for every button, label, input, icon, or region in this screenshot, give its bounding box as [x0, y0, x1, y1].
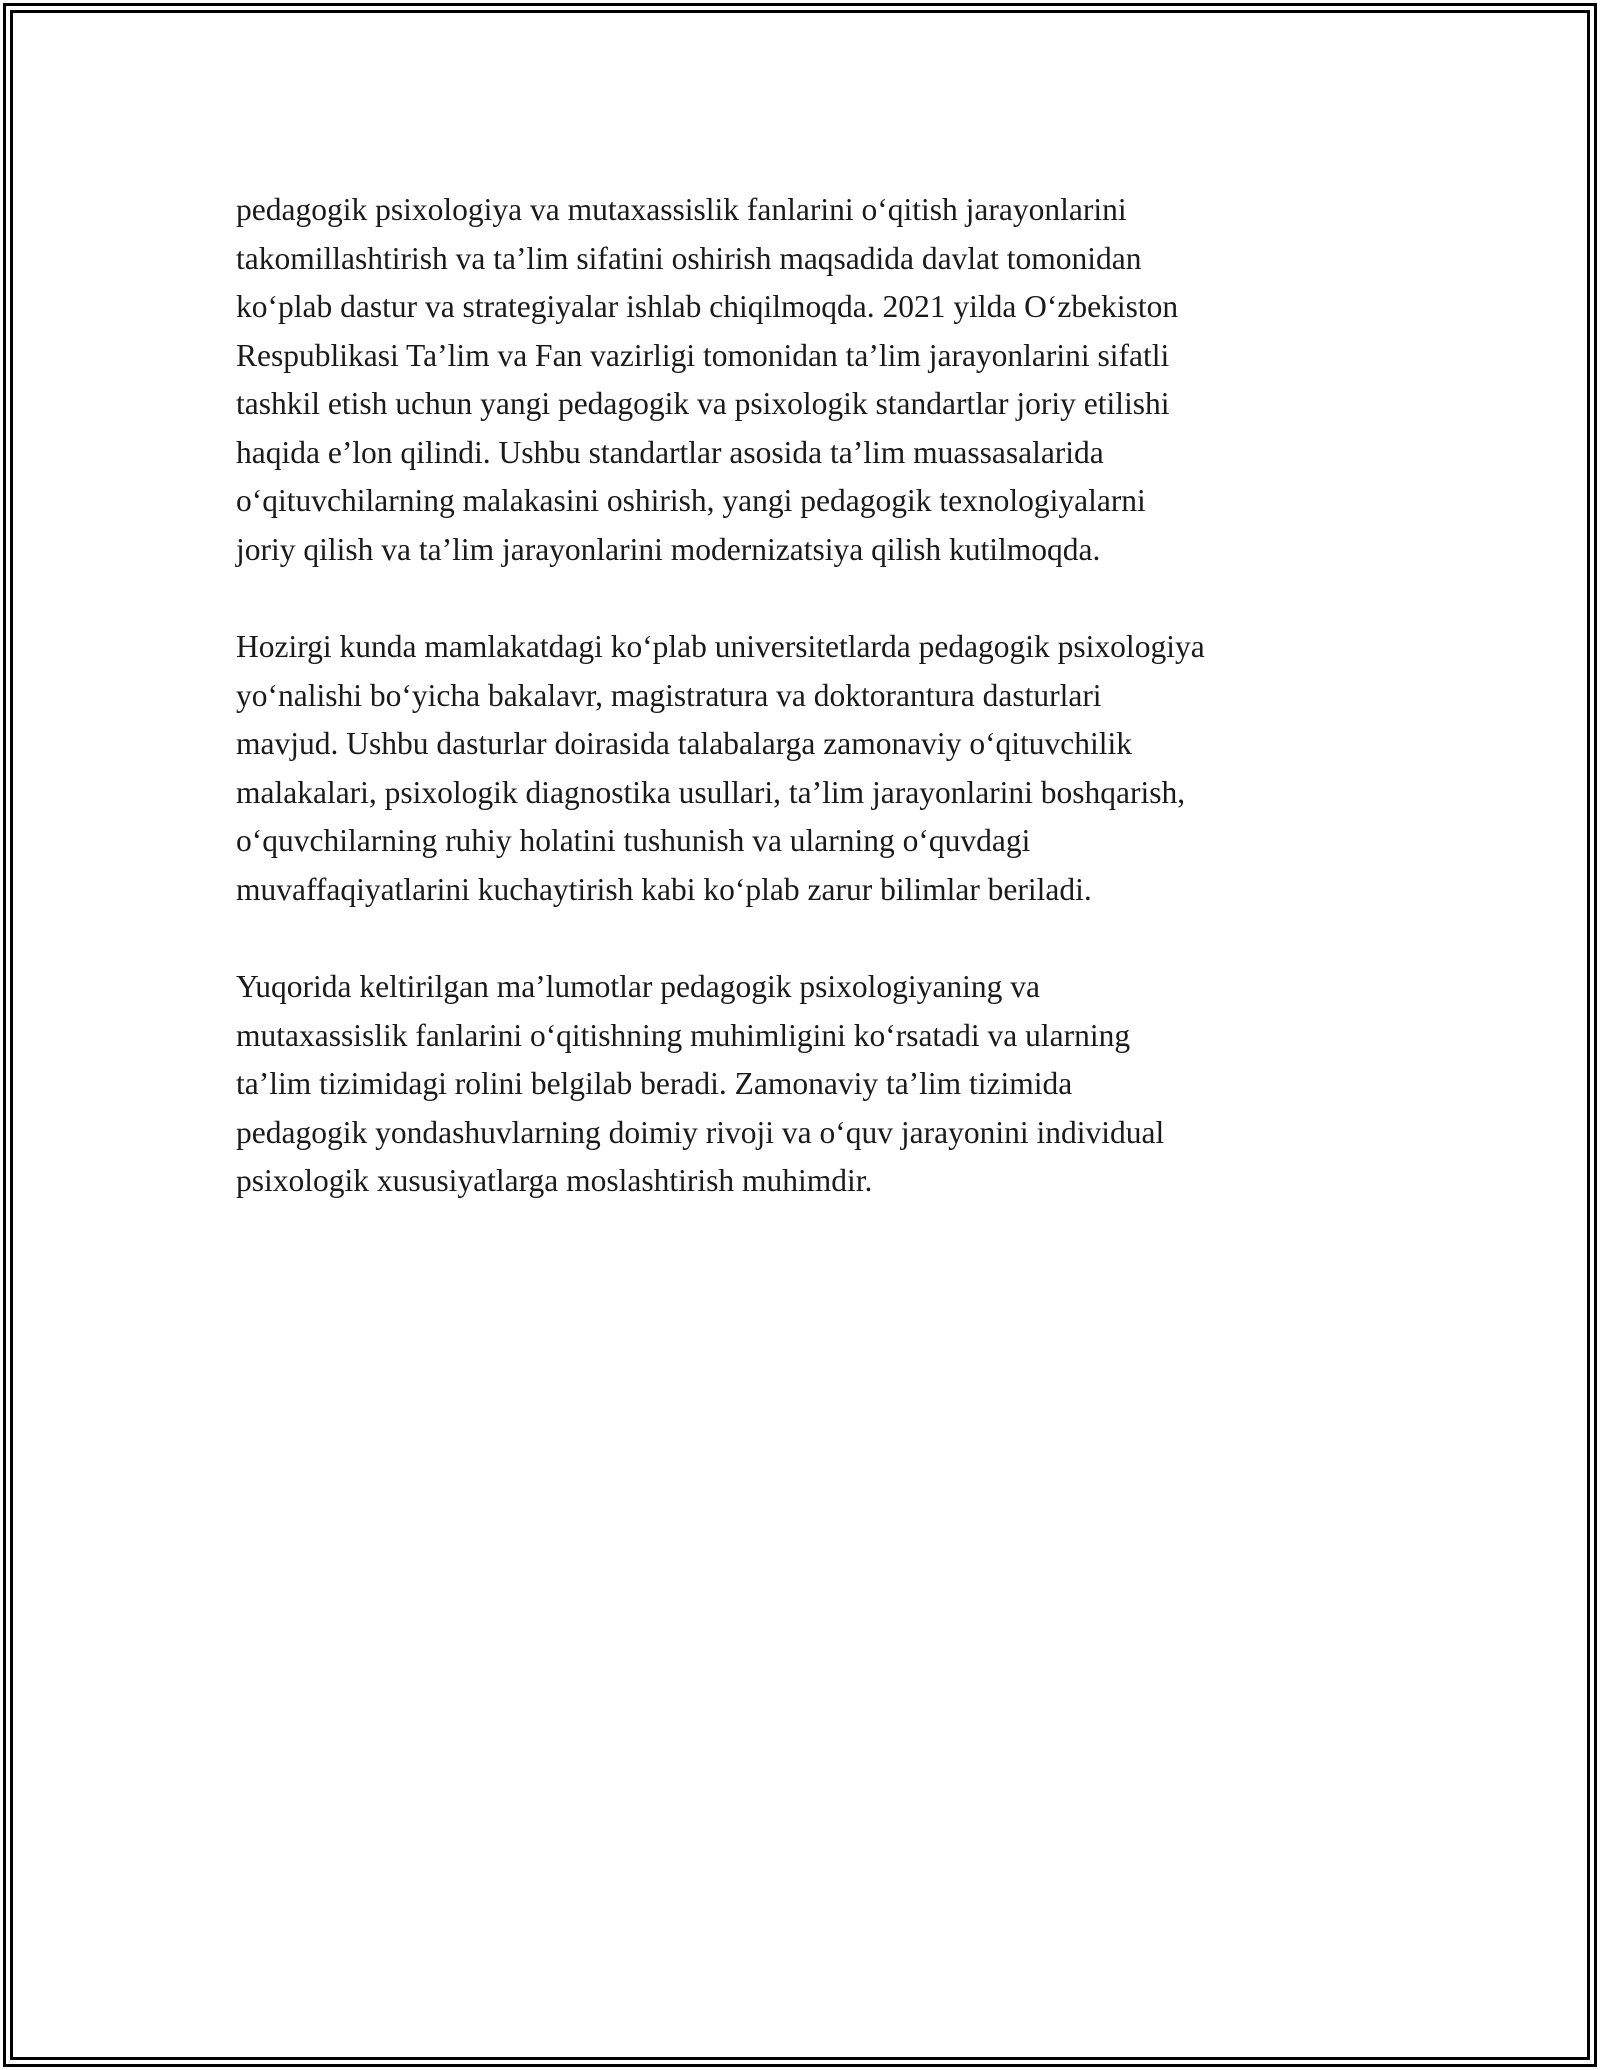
text-line: Yuqorida keltirilgan ma’lumotlar pedagogik psixologiyaning va: [236, 969, 1040, 1004]
text-line: joriy qilish va ta’lim jarayonlarini modernizatsiya qilish kutilmoqda.: [236, 531, 1101, 567]
text-line: o‘quvchilarning ruhiy holatini tushunish va ularning o‘quvdagi: [236, 823, 1031, 858]
text-line: tashkil etish uchun yangi pedagogik va psixologik standartlar joriy etilishi: [236, 386, 1170, 421]
text-line: takomillashtirish va ta’lim sifatini oshirish maqsadida davlat tomonidan: [236, 240, 1142, 276]
text-line: ko‘plab dastur va strategiyalar ishlab chiqilmoqda. 2021 yilda O‘zbekiston: [236, 289, 1179, 324]
paragraph-2: [236, 623, 1416, 914]
text-line: pedagogik psixologiya va mutaxassislik fanlarini o‘qitish jarayonlarini: [236, 192, 1127, 227]
text-line: Respublikasi Ta’lim va Fan vazirligi tomonidan ta’lim jarayonlarini sifatli: [236, 337, 1170, 373]
text-line: ta’lim tizimidagi rolini belgilab beradi. Zamonaviy ta’lim tizimida: [236, 1066, 1073, 1101]
text-line: haqida e’lon qilindi. Ushbu standartlar asosida ta’lim muassasalarida: [236, 434, 1104, 470]
text-line: malakalari, psixologik diagnostika usullari, ta’lim jarayonlarini boshqarish,: [236, 774, 1186, 810]
text-line: Hozirgi kunda mamlakatdagi ko‘plab universitetlarda pedagogik psixologiya: [236, 629, 1205, 664]
text-line: muvaffaqiyatlarini kuchaytirish kabi ko‘plab zarur bilimlar beriladi.: [236, 871, 1092, 907]
text-line: pedagogik yondashuvlarning doimiy rivoji va o‘quv jarayonini individual: [236, 1114, 1165, 1150]
text-line: mavjud. Ushbu dasturlar doirasida talabalarga zamonaviy o‘qituvchilik: [236, 726, 1133, 761]
text-line: mutaxassislik fanlarini o‘qitishning muhimligini ko‘rsatadi va ularning: [236, 1017, 1131, 1053]
document-body: [236, 186, 1416, 1255]
paragraph-3: [236, 963, 1416, 1206]
text-line: psixologik xususiyatlarga moslashtirish muhimdir.: [236, 1163, 873, 1198]
paragraph-1: [236, 186, 1416, 574]
text-line: o‘qituvchilarning malakasini oshirish, yangi pedagogik texnologiyalarni: [236, 483, 1146, 518]
text-line: yo‘nalishi bo‘yicha bakalavr, magistratura va doktorantura dasturlari: [236, 677, 1102, 713]
